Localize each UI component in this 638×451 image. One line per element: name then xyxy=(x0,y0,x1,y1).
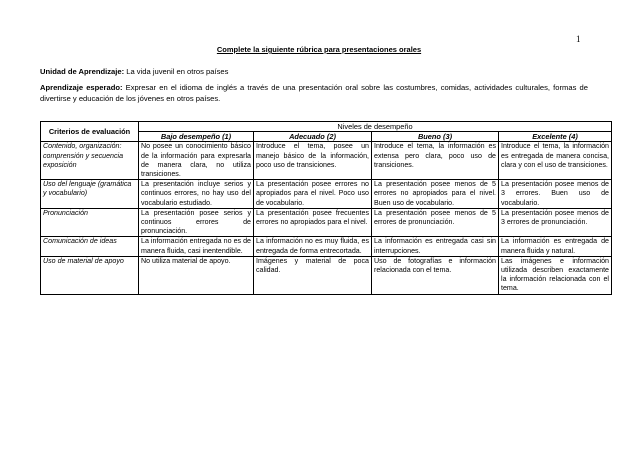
criterion-cell: Uso del lenguaje (gramática y vocabulario) xyxy=(41,180,139,209)
expected-learning-label: Aprendizaje esperado: xyxy=(40,83,123,92)
document-title: Complete la siguiente rúbrica para presentaciones orales xyxy=(216,45,422,54)
level-2-cell: La presentación posee errores no apropiados para el nivel. Poco uso de vocabulario. xyxy=(254,180,372,209)
level-1-cell: No posee un conocimiento básico de la información para expresarla de manera clara, no utiliza transiciones. xyxy=(139,142,254,180)
level-4-header: Excelente (4) xyxy=(499,132,612,142)
criterion-cell: Contenido, organización: comprensión y secuencia exposición xyxy=(41,142,139,180)
expected-learning-value: Expresar en el idioma de inglés a través de una presentación oral sobre las costumbres, comidas, actividades culturales, formas de divertirse y educación de los jóvenes en otros países. xyxy=(40,83,588,103)
criterion-cell: Uso de material de apoyo xyxy=(41,256,139,294)
learning-unit xyxy=(40,67,228,76)
rubric-row-content xyxy=(41,142,612,180)
level-2-cell: La información no es muy fluida, es entregada de forma entrecortada. xyxy=(254,237,372,256)
level-3-cell: Uso de fotografías e información relacionada con el tema. xyxy=(372,256,499,294)
rubric-row-language xyxy=(41,180,612,209)
rubric-header-row xyxy=(41,122,612,132)
level-4-cell: La información es entregada de manera fluida y natural. xyxy=(499,237,612,256)
level-2-header: Adecuado (2) xyxy=(254,132,372,142)
rubric-row-pronunciation xyxy=(41,208,612,237)
criteria-header: Criterios de evaluación xyxy=(41,122,139,142)
criterion-cell: Comunicación de ideas xyxy=(41,237,139,256)
level-2-cell: Introduce el tema, posee un manejo básico de la información, poco uso de transiciones. xyxy=(254,142,372,180)
level-2-cell: La presentación posee frecuentes errores no apropiados para el nivel. xyxy=(254,208,372,237)
criterion-cell: Pronunciación xyxy=(41,208,139,237)
level-4-cell: La presentación posee menos de 3 errores. Buen uso de vocabulario. xyxy=(499,180,612,209)
level-1-cell: La información entregada no es de manera fluida, casi inentendible. xyxy=(139,237,254,256)
level-3-cell: La información es entregada casi sin interrupciones. xyxy=(372,237,499,256)
rubric-table xyxy=(40,121,612,295)
rubric-row-support-material xyxy=(41,256,612,294)
page-number: 1 xyxy=(576,34,581,44)
learning-unit-value: La vida juvenil en otros países xyxy=(126,67,229,76)
rubric-row-communication xyxy=(41,237,612,256)
level-4-cell: Introduce el tema, la información es entregada de manera concisa, clara y con el uso de transiciones. xyxy=(499,142,612,180)
level-3-cell: Introduce el tema, la información es extensa pero clara, poco uso de transiciones. xyxy=(372,142,499,180)
levels-header: Niveles de desempeño xyxy=(139,122,612,132)
level-3-cell: La presentación posee menos de 5 errores de pronunciación. xyxy=(372,208,499,237)
level-3-header: Bueno (3) xyxy=(372,132,499,142)
expected-learning xyxy=(40,82,588,104)
level-1-header: Bajo desempeño (1) xyxy=(139,132,254,142)
level-3-cell: La presentación posee menos de 5 errores no apropiados para el nivel. Buen uso de vocabulario. xyxy=(372,180,499,209)
level-1-cell: No utiliza material de apoyo. xyxy=(139,256,254,294)
level-4-cell: La presentación posee menos de 3 errores de pronunciación. xyxy=(499,208,612,237)
learning-unit-label: Unidad de Aprendizaje: xyxy=(40,67,125,76)
level-1-cell: La presentación incluye serios y continuos errores, no hay uso del vocabulario estudiado. xyxy=(139,180,254,209)
level-4-cell: Las imágenes e información utilizada describen exactamente la información relacionada con el tema. xyxy=(499,256,612,294)
level-1-cell: La presentación posee serios y continuos errores de pronunciación. xyxy=(139,208,254,237)
level-2-cell: Imágenes y material de poca calidad. xyxy=(254,256,372,294)
